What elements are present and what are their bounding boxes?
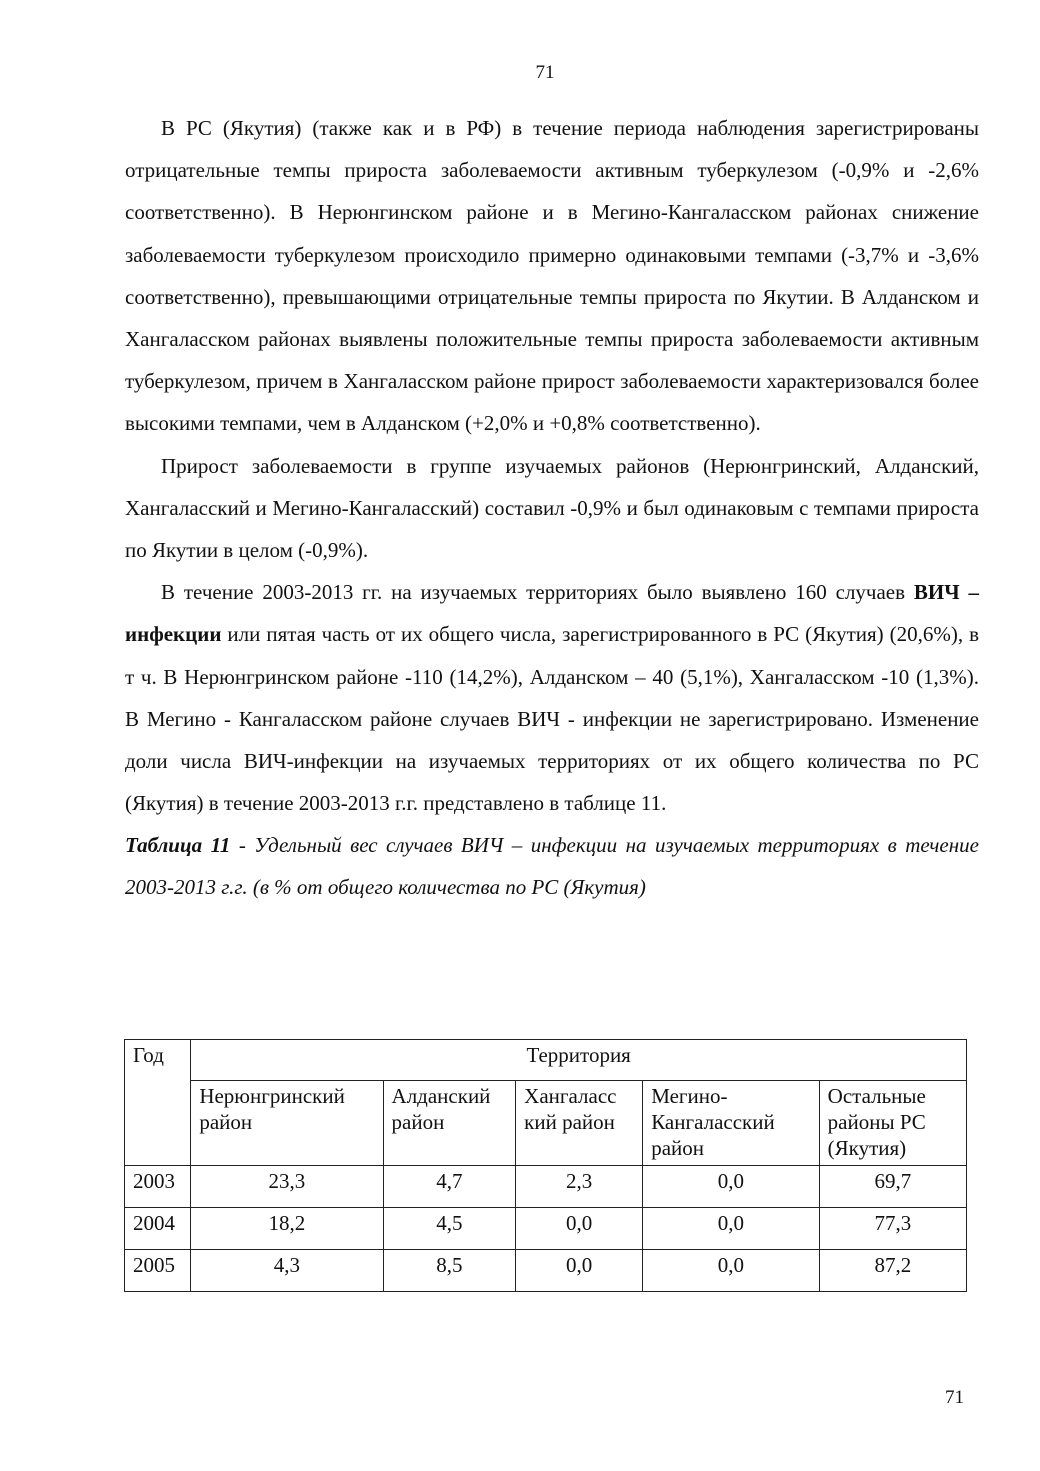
value-cell: 0,0: [643, 1250, 819, 1292]
table-row: [125, 1250, 967, 1292]
value-cell: 4,3: [191, 1250, 383, 1292]
table-caption: [125, 824, 979, 908]
column-header: Нерюнгринский район: [191, 1081, 383, 1166]
table-caption-label: Таблица 11: [125, 833, 231, 858]
table-row: [125, 1166, 967, 1208]
year-cell: 2005: [125, 1250, 191, 1292]
year-cell: 2003: [125, 1166, 191, 1208]
body-paragraph: [125, 571, 979, 824]
paragraph-text: Прирост заболеваемости в группе изучаемых районов (Нерюнгринский, Алданский, Хангаласский и Мегино-Кангаласский) составил -0,9% и был одинаковым с темпами прироста по Якутии в целом (-0,9%).: [125, 453, 979, 563]
column-header: Остальные районы РС (Якутия): [819, 1081, 966, 1166]
paragraph-text: В РС (Якутия) (также как и в РФ) в течение периода наблюдения зарегистрированы отрицательные темпы прироста заболеваемости активным туберкулезом (-0,9% и -2,6% соответственно). В Нерюнгинском районе и в Мегино-Кангаласском районах снижение заболеваемости туберкулезом происходило примерно одинаковыми темпами (-3,7% и -3,6% соответственно), превышающими отрицательные темпы прироста по Якутии. В Алданском и Хангаласском районах выявлены положительные темпы прироста заболеваемости активным туберкулезом, причем в Хангаласском районе прирост заболеваемости характеризовался более высокими темпами, чем в Алданском (+2,0% и +0,8% соответственно).: [125, 116, 979, 436]
value-cell: 0,0: [516, 1208, 643, 1250]
value-cell: 4,5: [383, 1208, 516, 1250]
value-cell: 77,3: [819, 1208, 966, 1250]
year-cell: 2004: [125, 1208, 191, 1250]
paragraph-text: или пятая часть от их общего числа, зарегистрированного в РС (Якутия) (20,6%), в т ч. В Нерюнгринском районе -110 (14,2%), Алданском – 40 (5,1%), Хангаласском -10 (1,3%). В Мегино - Кангаласском районе случаев ВИЧ - инфекции не зарегистрировано. Изменение доли числа ВИЧ-инфекции на изучаемых территориях от их общего количества по РС (Якутия) в течение 2003-2013 г.г. представлено в таблице 11.: [125, 622, 979, 816]
value-cell: 0,0: [643, 1166, 819, 1208]
column-header: Алданский район: [383, 1081, 516, 1166]
value-cell: 4,7: [383, 1166, 516, 1208]
table-caption-text: - Удельный вес случаев ВИЧ – инфекции на изучаемых территориях в течение 2003-2013 г.г. (в % от общего количества по РС (Якутия): [125, 833, 979, 900]
body-paragraph: [125, 107, 979, 445]
value-cell: 0,0: [643, 1208, 819, 1250]
column-header: Хангаласс кий район: [516, 1081, 643, 1166]
value-cell: 87,2: [819, 1250, 966, 1292]
body-paragraph: [125, 445, 979, 572]
page-number-top: 71: [535, 62, 555, 83]
territory-header: Территория: [191, 1040, 967, 1081]
value-cell: 69,7: [819, 1166, 966, 1208]
value-cell: 2,3: [516, 1166, 643, 1208]
paragraphs: [125, 107, 979, 824]
value-cell: 8,5: [383, 1250, 516, 1292]
paragraph-text: В течение 2003-2013 гг. на изучаемых территориях было выявлено 160 случаев: [161, 580, 914, 605]
page-number-bottom: 71: [945, 1387, 964, 1408]
value-cell: 18,2: [191, 1208, 383, 1250]
document-body: [125, 107, 979, 908]
year-header: Год: [125, 1040, 191, 1166]
value-cell: 23,3: [191, 1166, 383, 1208]
hiv-share-table: [124, 1039, 967, 1292]
column-header: Мегино-Кангаласский район: [643, 1081, 819, 1166]
bold-term: ВИЧ – инфекции: [125, 580, 979, 647]
table-row: [125, 1208, 967, 1250]
value-cell: 0,0: [516, 1250, 643, 1292]
